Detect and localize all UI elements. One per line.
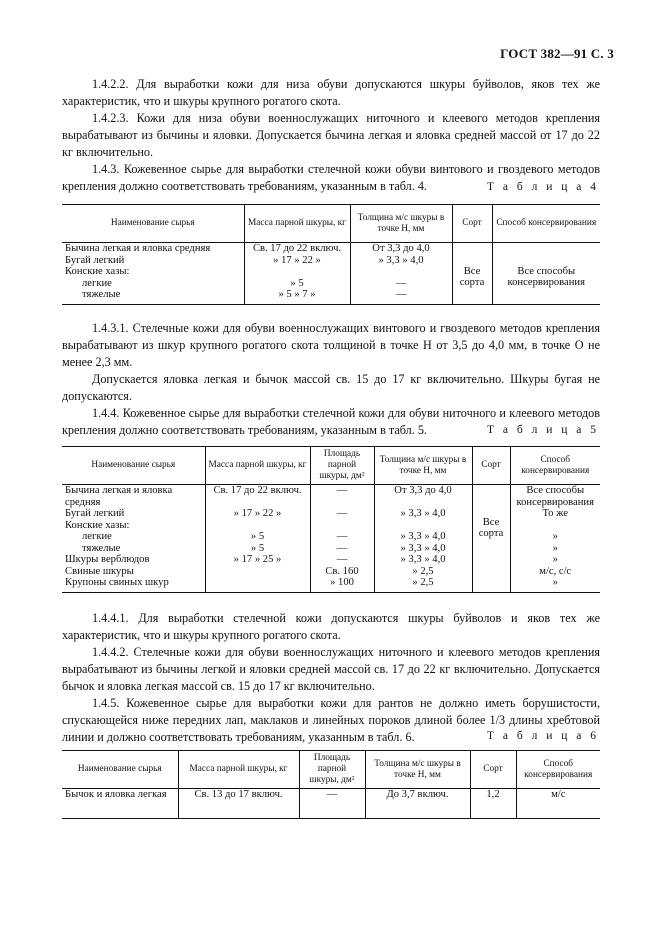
table5-cell: » 2,5 (374, 577, 472, 592)
table6-header-sort: Сорт (470, 751, 516, 789)
paragraph-1-4-3: 1.4.3. Кожевенное сырье для выработки стелечной кожи обуви винтового и гвоздевого методов крепления должно соответствовать требованиям, указанным в табл. 4. (62, 162, 600, 193)
table5-cell: » 3,3 » 4,0 (374, 531, 472, 543)
table5-header-name: Наименование сырья (62, 447, 205, 485)
table5-cell: » 2,5 (374, 566, 472, 578)
table5-cell: Св. 17 до 22 включ. (205, 485, 310, 509)
table6-cell: Св. 13 до 17 включ. (178, 789, 299, 819)
table6-cell: 1,2 (470, 789, 516, 819)
table5-cell: Бычина легкая и яловка средняя (65, 485, 173, 508)
table5-cell: Бугай легкий (65, 508, 125, 519)
table5-cell: » (510, 554, 600, 566)
table5-caption: Т а б л и ц а 5 (486, 424, 599, 436)
table5-cell: — (310, 543, 374, 555)
table-row (62, 566, 600, 578)
paragraph-1-4-4: 1.4.4. Кожевенное сырье для выработки стелечной кожи для обуви ниточного и клеевого методов крепления должно соответствовать требованиям, указанным в табл. 5. (62, 406, 600, 437)
table5-header-sort: Сорт (472, 447, 510, 485)
table-row (62, 243, 600, 255)
table5-cell: » (510, 531, 600, 543)
table6-cell: м/с (516, 789, 600, 819)
table-row (62, 543, 600, 555)
table5-cell: — (310, 531, 374, 543)
table-row (62, 485, 600, 509)
table5-sort-cell: Все сорта (472, 485, 510, 593)
table4-cell: Св. 17 до 22 включ. (244, 243, 350, 255)
table5-cell (205, 577, 310, 592)
table-row (62, 789, 600, 819)
table5-cell (310, 520, 374, 532)
table5-cell: » 3,3 » 4,0 (374, 508, 472, 520)
table5-header-mass: Масса парной шкуры, кг (205, 447, 310, 485)
table4-cell (350, 266, 452, 278)
table5-cell (205, 566, 310, 578)
table4-caption: Т а б л и ц а 4 (486, 181, 599, 193)
table4-header-name: Наименование сырья (62, 205, 244, 243)
table6-cell: — (299, 789, 365, 819)
paragraph-1-4-2-3: 1.4.2.3. Кожи для низа обуви военнослужащих ниточного и клеевого методов крепления вырабатывают из бычины и яловки. Допускается бычина легкая и яловка средней массой от 17 до 22 кг включительно. (62, 111, 600, 159)
table5-cell: — (310, 554, 374, 566)
table5-cell: От 3,3 до 4,0 (374, 485, 472, 509)
table5-cell: » 5 (205, 531, 310, 543)
table5-cell: » 17 » 25 » (205, 554, 310, 566)
table4-cell: » 3,3 » 4,0 (350, 255, 452, 267)
table4-cell: Бычина легкая и яловка средняя (65, 243, 211, 254)
table5-header-area: Площадь парной шкуры, дм² (310, 447, 374, 485)
table-row (62, 520, 600, 532)
table4-cell: — (350, 289, 452, 304)
table4-cell: Бугай легкий (65, 254, 125, 266)
table4-cell: — (350, 278, 452, 290)
table5-cell: » 3,3 » 4,0 (374, 543, 472, 555)
table6 (62, 750, 600, 819)
table5-cell: тяжелые (82, 542, 121, 554)
table5-cell: » (510, 543, 600, 555)
table4 (62, 204, 600, 305)
table5-cell: То же (510, 508, 600, 520)
table4-cell: » 5 (244, 278, 350, 290)
table5-header-method: Способ консервирования (510, 447, 600, 485)
table4-method-cell: Все способы консервирования (492, 243, 600, 305)
table6-header-thickness: Толщина м/с шкуры в точке Н, мм (365, 751, 470, 789)
table6-header-mass: Масса парной шкуры, кг (178, 751, 299, 789)
table4-cell: легкие (82, 277, 112, 289)
paragraphs-block-1 (62, 76, 600, 195)
table5-cell: — (310, 508, 374, 520)
table5-cell: Конские хазы: (65, 519, 130, 531)
paragraphs-block-3 (62, 610, 600, 746)
table5-cell: — (310, 485, 374, 509)
table5-cell: Шкуры верблюдов (65, 554, 150, 565)
table-row (62, 508, 600, 520)
table4-cell: От 3,3 до 4,0 (350, 243, 452, 255)
table6-cell: До 3,7 включ. (365, 789, 470, 819)
table6-header-name: Наименование сырья (62, 751, 178, 789)
paragraph-1-4-4-1: 1.4.4.1. Для выработки стелечной кожи допускаются шкуры буйволов и яков тех же характеристик, что и шкуры крупного рогатого скота. (62, 611, 600, 642)
table4-cell: Конские хазы: (65, 266, 130, 277)
table-row (62, 531, 600, 543)
table4-sort-cell: Все сорта (452, 243, 492, 305)
table4-cell: » 17 » 22 » (244, 255, 350, 267)
table6-cell: Бычок и яловка легкая (65, 789, 167, 800)
paragraph-1-4-2-2: 1.4.2.2. Для выработки кожи для низа обуви допускаются шкуры буйволов, яков тех же характеристик, что и шкуры крупного рогатого скота. (62, 77, 600, 108)
paragraph-admission: Допускается яловка легкая и бычок массой св. 15 до 17 кг включительно. Шкуры бугая не допускаются. (62, 372, 600, 403)
table4-cell: » 5 » 7 » (244, 289, 350, 304)
table6-caption: Т а б л и ц а 6 (486, 730, 599, 742)
table5-cell: Крупоны свиных шкур (65, 577, 169, 588)
table5-cell: » 5 (205, 543, 310, 555)
table5-cell (510, 520, 600, 532)
table-row (62, 554, 600, 566)
table5-cell: » 17 » 22 » (205, 508, 310, 520)
table-row (62, 577, 600, 592)
paragraph-1-4-4-2: 1.4.4.2. Стелечные кожи для обуви военнослужащих ниточного и клеевого методов крепления вырабатывают из бычины легкой и яловки средней массой св. 17 до 22 кг включительно. Допускается бычок и яловка легкая массой св. 15 до 17 кг включительно. (62, 645, 600, 693)
table4-header-method: Способ консервирования (492, 205, 600, 243)
table5-cell (374, 520, 472, 532)
table4-header-sort: Сорт (452, 205, 492, 243)
table4-cell (244, 266, 350, 278)
table5-cell: » 3,3 » 4,0 (374, 554, 472, 566)
table4-header-mass: Масса парной шкуры, кг (244, 205, 350, 243)
page-header: ГОСТ 382—91 С. 3 (500, 46, 614, 61)
table5-header-thickness: Толщина м/с шкуры в точке Н, мм (374, 447, 472, 485)
table4-header-thickness: Толщина м/с шкуры в точке Н, мм (350, 205, 452, 243)
table5-cell (205, 520, 310, 532)
table5-cell: Все способы консервирования (510, 485, 600, 509)
table6-header-method: Способ консервирования (516, 751, 600, 789)
table6-header-area: Площадь парной шкуры, дм² (299, 751, 365, 789)
paragraphs-block-2 (62, 320, 600, 439)
table5-cell: Свиные шкуры (65, 565, 134, 577)
table4-cell: тяжелые (82, 289, 121, 300)
paragraph-1-4-3-1: 1.4.3.1. Стелечные кожи для обуви военнослужащих винтового и гвоздевого методов крепления вырабатывают из шкур крупного рогатого скота толщиной в точке Н от 3,5 до 4,0 мм, в точке О не менее 2,3 мм. (62, 321, 600, 369)
table5-cell: легкие (82, 531, 112, 542)
paragraph-1-4-5: 1.4.5. Кожевенное сырье для выработки кожи для рантов не должно иметь борушистости, спускающейся ниже передних лап, маклаков и линейных пороков длиной более 1/3 длины хребтовой линии и должно соответствовать требованиям, указанным в табл. 6. (62, 696, 600, 744)
table5-cell: » (510, 577, 600, 592)
table5-cell: м/с, с/с (510, 566, 600, 578)
table5-cell: Св. 160 (310, 566, 374, 578)
table5 (62, 446, 600, 593)
table5-cell: » 100 (310, 577, 374, 592)
